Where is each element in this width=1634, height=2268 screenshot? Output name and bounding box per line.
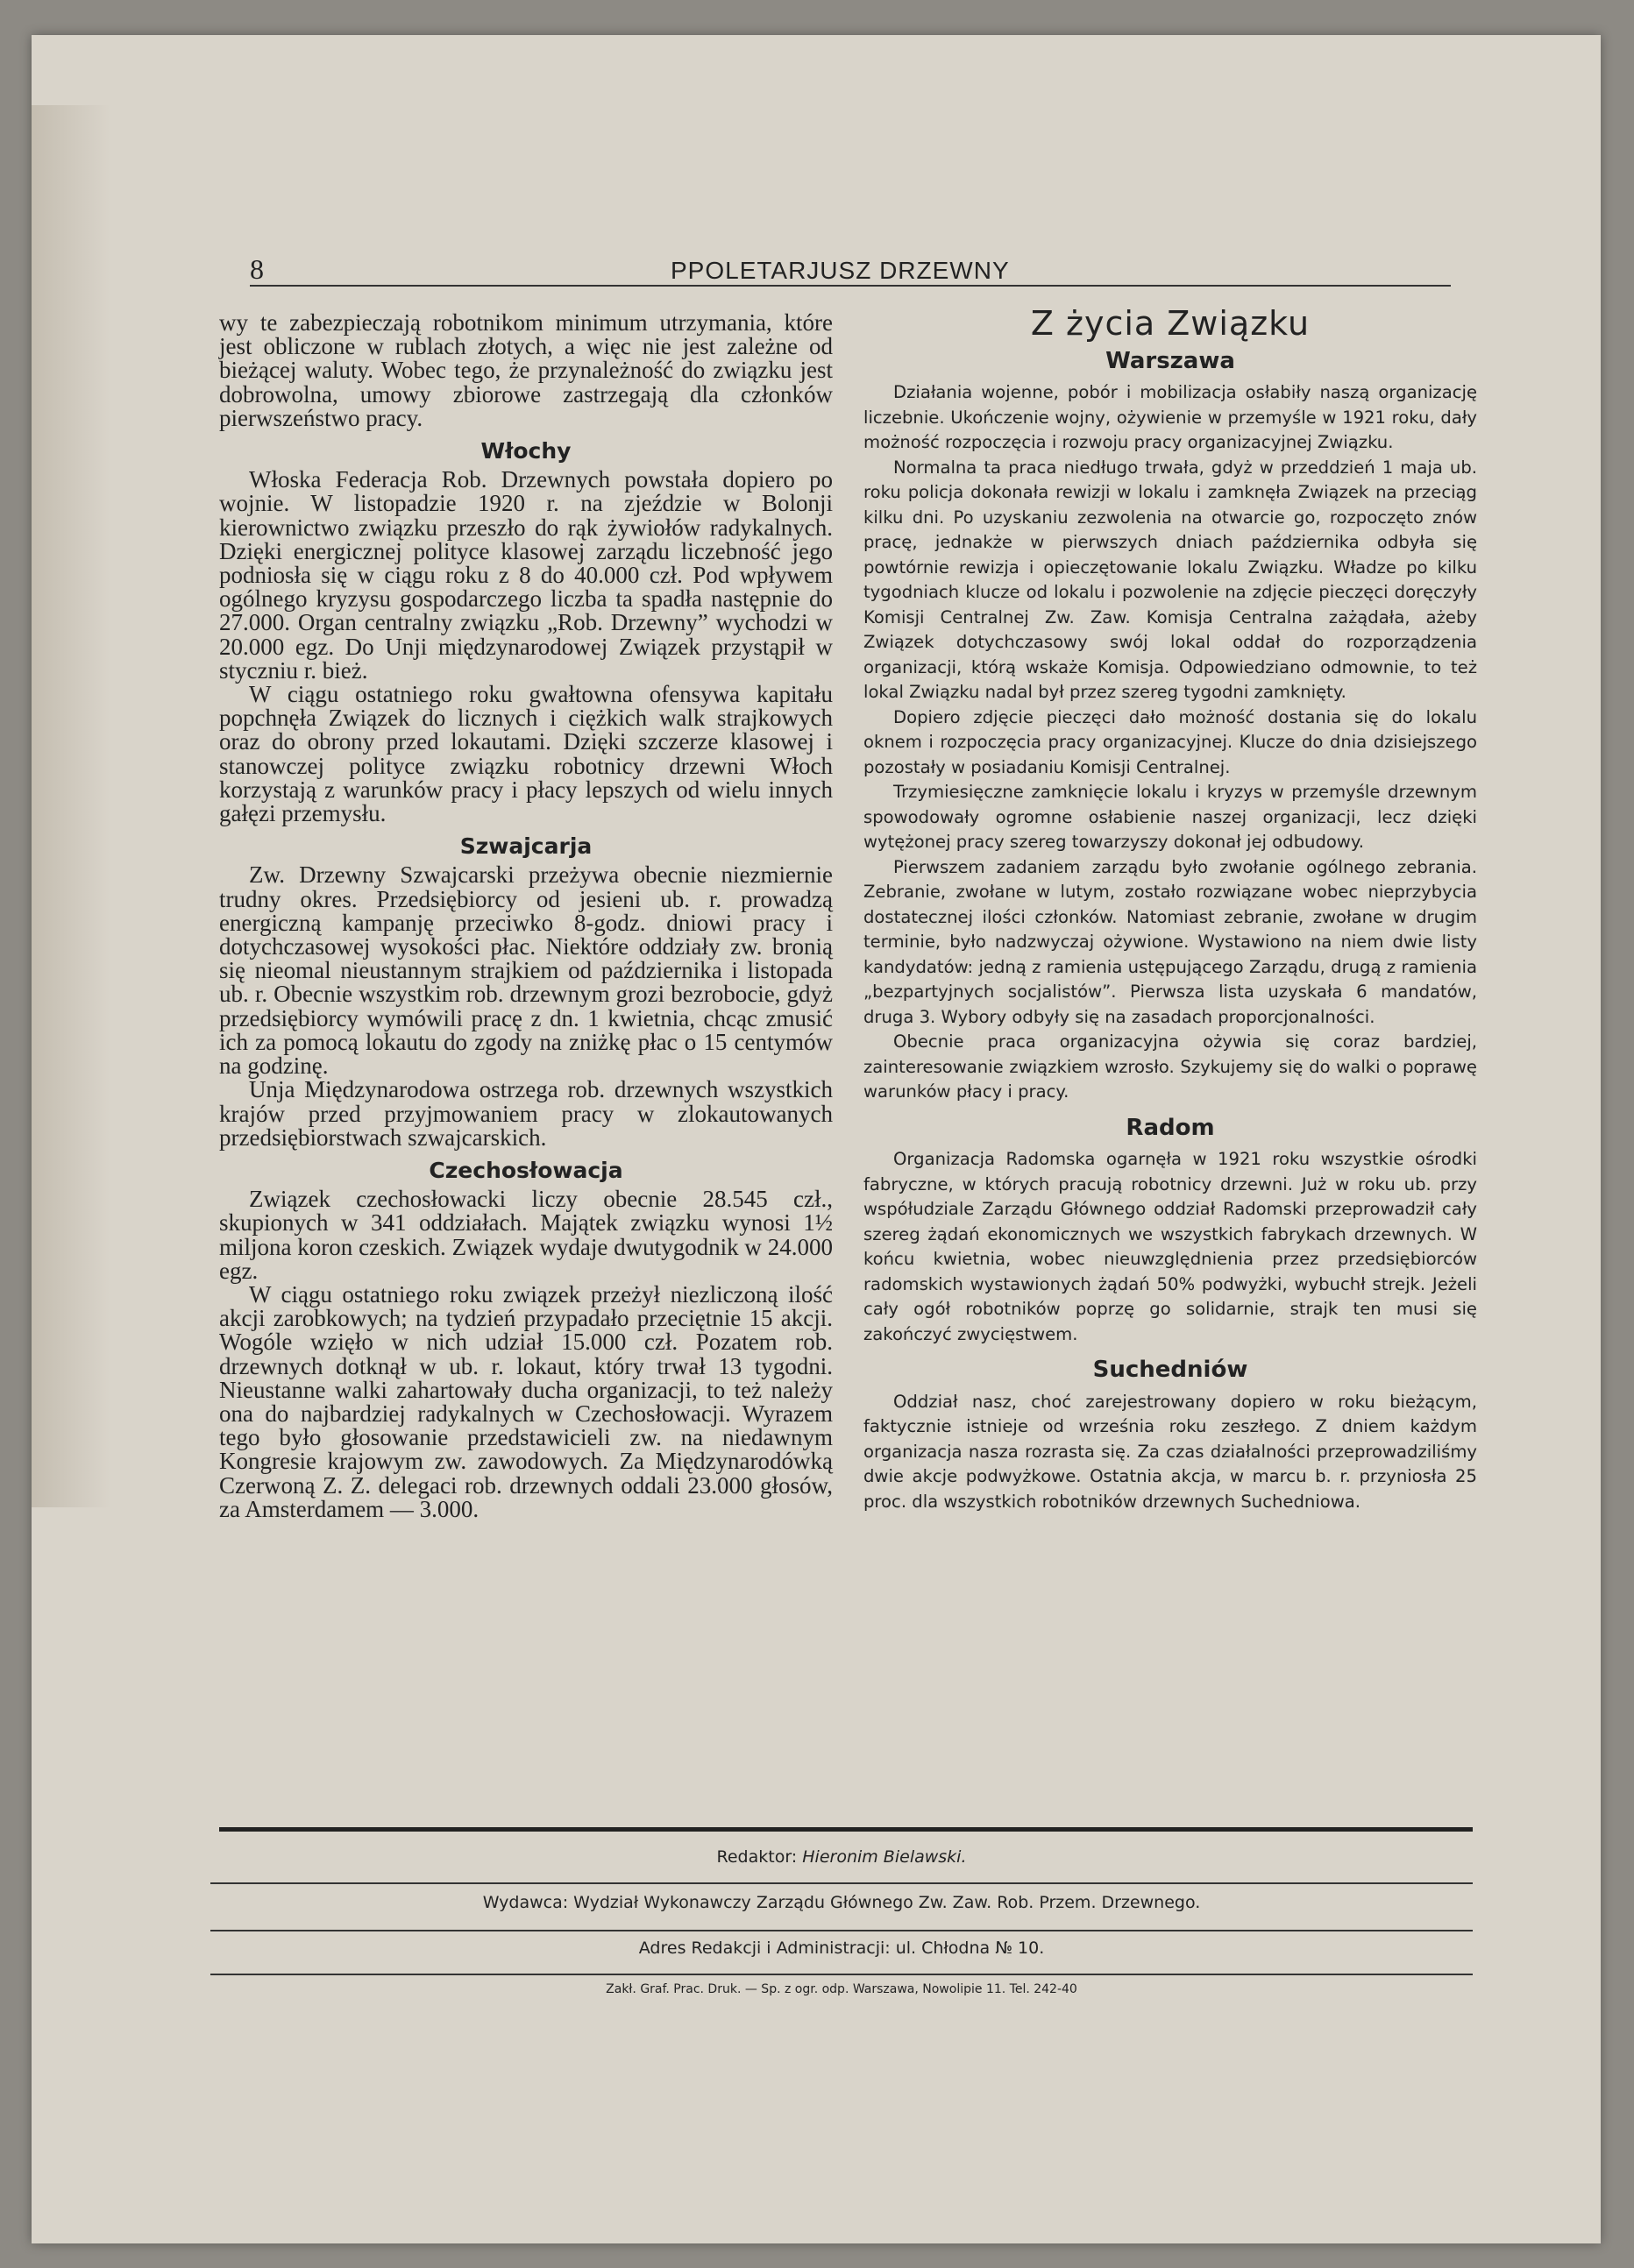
printer-line: Zakł. Graf. Prac. Druk. — Sp. z ogr. odp. Warszawa, Nowolipie 11. Tel. 242-40 (606, 1982, 1077, 1996)
page-number: 8 (250, 253, 264, 285)
editor-label: Redaktor: (716, 1847, 798, 1867)
page-header (250, 250, 1451, 287)
paragraph: W ciągu ostatniego roku gwałtowna ofensywa kapitału popchnęła Związek do licznych i ciężkich walk strajkowych oraz do obrony przed lokautami. Dzięki szczerze klasowej i stanowczej polityce związku robotnicy drzewni Włoch korzystają z warunków pracy i płacy lepszych od wielu innych gałęzi przemysłu. (219, 681, 833, 827)
publisher-line: Wydawca: Wydział Wykonawczy Zarządu Głównego Zw. Zaw. Rob. Przem. Drzewnego. (482, 1893, 1201, 1912)
paragraph: wy te zabezpieczają robotnikom minimum utrzymania, które jest obliczone w rublach złotych, a więc nie jest zależne od bieżącej waluty. Wobec tego, że przynależność do związku jest dobrowolna, umowy zbiorowe zastrzegają dla członków pierwszeństwo pracy. (219, 309, 833, 431)
paragraph: Obecnie praca organizacyjna ożywia się coraz bardziej, zainteresowanie związkiem wzrosło. Szykujemy się do walki o poprawę warunków płacy i pracy. (863, 1031, 1477, 1102)
footer-divider (219, 1827, 1473, 1832)
paragraph: Dopiero zdjęcie pieczęci dało możność dostania się do lokalu oknem i rozpoczęcia pracy organizacyjnej. Klucze do dnia dzisiejszego pozostały w posiadaniu Komisji Centralnej. (863, 706, 1477, 777)
section-heading-suchedniow: Suchedniów (1092, 1357, 1248, 1383)
right-column (863, 304, 1477, 1801)
torn-page-edge (32, 105, 110, 1507)
paragraph: Działania wojenne, pobór i mobilizacja osłabiły naszą organizację liczebnie. Ukończenie wojny, ożywienie w przemyśle w 1921 roku, dały możność rozpoczęcia i rozwoju pracy organizacyjnej Związku. (863, 382, 1477, 452)
section-heading-warszawa: Warszawa (1105, 347, 1235, 374)
paragraph: Związek czechosłowacki liczy obecnie 28.545 czł., skupionych w 341 oddziałach. Majątek związku wynosi 1½ miljona koron czeskich. Związek wydaje dwutygodnik w 24.000 egz. (219, 1186, 833, 1284)
left-column (219, 311, 833, 1801)
paragraph: Pierwszem zadaniem zarządu było zwołanie ogólnego zebrania. Zebranie, zwołane w lutym, zostało rozwiązane wobec nieprzybycia dostatecznej ilości członków. Natomiast zebranie, zwołane w drugim terminie, było nadzwyczaj ożywione. Wystawiono na niem dwie listy kandydatów: jedną z ramienia ustępującego Zarządu, drugą z ramienia „bezpartyjnych socjalistów”. Pierwsza lista uzyskała 6 mandatów, druga 3. Wybory odbyły się na zasadach proporcjonalności. (863, 856, 1477, 1027)
footer-rule (210, 1974, 1473, 1975)
paragraph: W ciągu ostatniego roku związek przeżył niezliczoną ilość akcji zarobkowych; na tydzień przypadało przeciętnie 15 akcji. Wogóle wzięło w nich udział 15.000 czł. Pozatem rob. drzewnych dotknął w ub. r. lokaut, który trwał 13 tygodni. Nieustanne walki zahartowały ducha organizacji, to też należy ona do najbardziej radykalnych w Czechosłowacji. Wyrazem tego było głosowanie przedstawicieli zw. na niedawnym Kongresie krajowym zw. zawodowych. Za Międzynarodówką Czerwoną Z. Z. delegaci rob. drzewnych oddali 23.000 głosów, za Amsterdamem — 3.000. (219, 1280, 833, 1522)
paragraph: Oddział nasz, choć zarejestrowany dopiero w roku bieżącym, faktycznie istnieje od września roku zeszłego. Z dniem każdym organizacja nasza rozrasta się. Za czas działalności przeprowadziliśmy dwie akcje podwyżkowe. Ostatnia akcja, w marcu b. r. przyniosła 25 proc. dla wszystkich robotników drzewnych Suchedniowa. (863, 1391, 1477, 1512)
editor-line (210, 1847, 1473, 1867)
editor-name: Hieronim Bielawski. (802, 1847, 967, 1867)
paragraph: Organizacja Radomska ogarnęła w 1921 roku wszystkie ośrodki fabryczne, w których pracują robotnicy drzewni. Już w roku ub. przy współudziale Zarządu Głównego oddział Radomski przeprowadził cały szereg żądań ekonomicznych we wszystkich fabrykach drzewnych. W końcu kwietnia, wobec nieuwzględnienia przez przedsiębiorców radomskich wystawionych żądań 50% podwyżki, wybuchł strejk. Jeżeli cały ogół robotników poprzę go solidarnie, strajk ten musi się zakończyć zwycięstwem. (863, 1149, 1477, 1344)
paragraph: Normalna ta praca niedługo trwała, gdyż w przeddzień 1 maja ub. roku policja dokonała rewizji w lokalu i zamknęła Związek na przeciąg kilku dni. Po uzyskaniu zezwolenia na otwarcie go, rozpoczęto znów pracę, jednakże w pierwszych dniach października odbyła się powtórnie rewizja i opieczętowanie lokalu Związku. Władze po kilku tygodniach klucze od lokalu i pozwolenie na zdjęcie pieczęci doręczyły Komisji Centralnej Zw. Zaw. Komisja Centralna zażądała, ażeby Związek dotychczasowy swój lokal oddał do rozporządzenia organizacji, którą wskaże Komisja. Odpowiedziano odmownie, to też lokal Związku nadal był przez szereg tygodni zamknięty. (863, 457, 1477, 702)
paragraph: Trzymiesięczne zamknięcie lokalu i kryzys w przemyśle drzewnym spowodowały ogromne osłabienie naszej organizacji, lecz dzięki wytężonej pracy szereg towarzyszy dokonał jej odbudowy. (863, 782, 1477, 852)
masthead-title: PPOLETARJUSZ DRZEWNY (671, 257, 1010, 284)
column-title: Z życia Związku (1030, 304, 1311, 343)
section-heading-czechoslowacja: Czechosłowacja (429, 1157, 623, 1183)
section-heading-wlochy: Włochy (480, 438, 572, 464)
paragraph: Unja Międzynarodowa ostrzega rob. drzewnych wszystkich krajów przed przyjmowaniem pracy w zlokautowanych przedsiębiorstwach szwajcarskich. (219, 1076, 833, 1151)
address-line: Adres Redakcji i Administracji: ul. Chłodna № 10. (638, 1938, 1045, 1958)
paragraph: Zw. Drzewny Szwajcarski przeżywa obecnie niezmiernie trudny okres. Przedsiębiorcy od jesieni ub. r. prowadzą energiczną kampanję przeciwko 8-godz. dniowi pracy i dotychczasowej wysokości płac. Niektóre oddziały zw. bronią się nieomal nieustannym strajkiem od października i listopada ub. r. Obecnie wszystkim rob. drzewnym grozi bezrobocie, gdyż przedsiębiorcy wymówili pracę z dn. 1 kwietnia, chcąc zmusić ich za pomocą lokautu do zgody na zniżkę płac o 15 centymów na godzinę. (219, 861, 833, 1080)
section-heading-szwajcarja: Szwajcarja (459, 833, 593, 860)
footer-rule (210, 1882, 1473, 1884)
section-heading-radom: Radom (1126, 1114, 1215, 1141)
footer-rule (210, 1930, 1473, 1931)
paragraph: Włoska Federacja Rob. Drzewnych powstała dopiero po wojnie. W listopadzie 1920 r. na zjeździe w Bolonji kierownictwo związku przeszło do rąk żywiołów radykalnych. Dzięki energicznej polityce klasowej zarządu liczebność jego podniosła się w ciągu roku z 8 do 40.000 czł. Pod wpływem ogólnego kryzysu gospodarczego liczba ta spadła następnie do 27.000. Organ centralny związku „Rob. Drzewny” wychodzi w 20.000 egz. Do Unji międzynarodowej Związek przystąpił w styczniu r. bież. (219, 466, 833, 684)
